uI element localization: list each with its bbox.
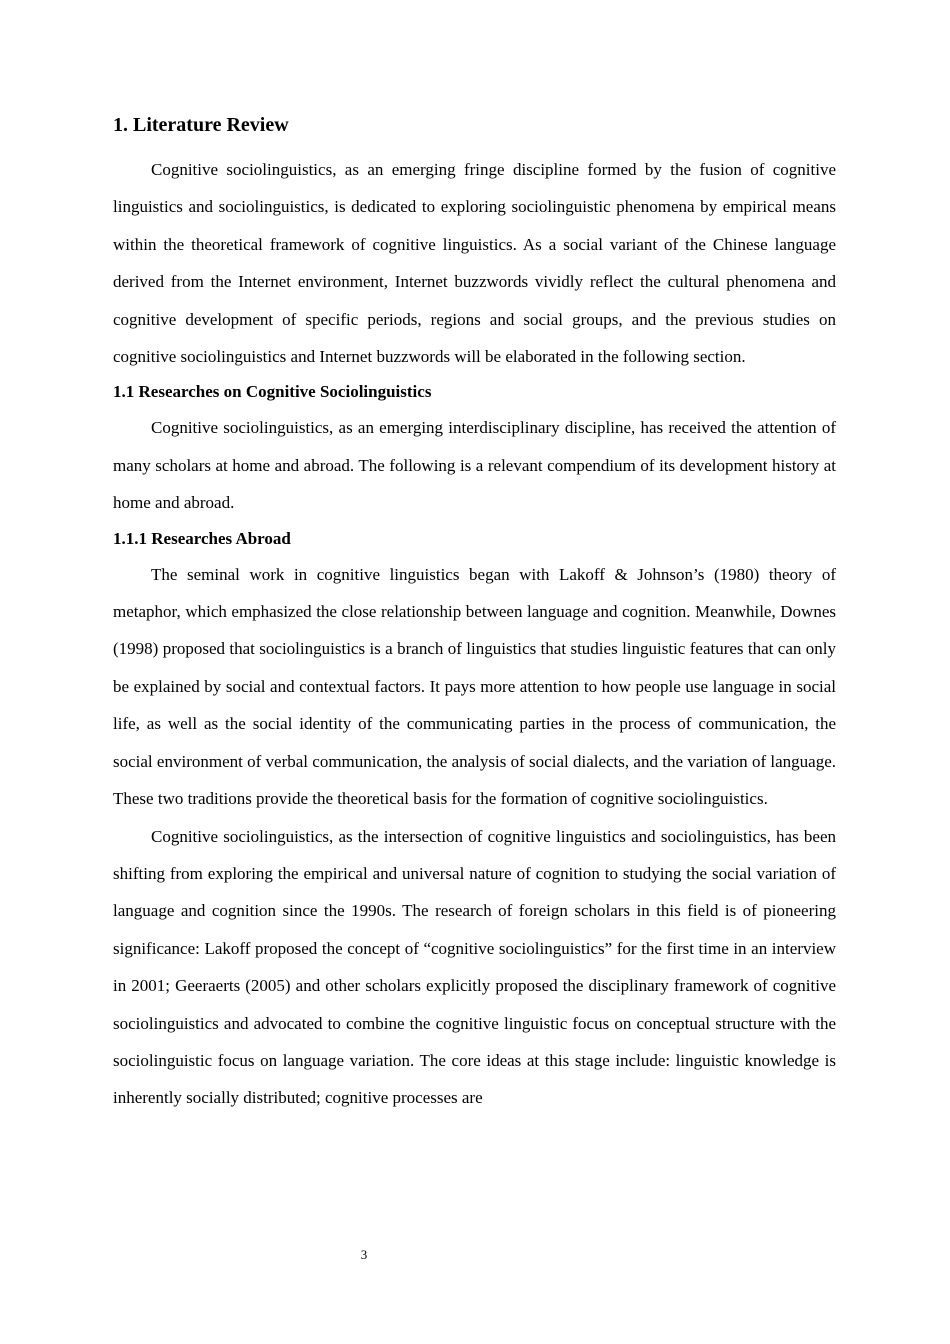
body-paragraph-2: Cognitive sociolinguistics, as the intersection of cognitive linguistics and sociolinguistics, has been shifting from exploring the empirical and universal nature of cognition to studying the social variation of language and cognition since the 1990s. The research of foreign scholars in this field is of pioneering significance: Lakoff proposed the concept of “cognitive sociolinguistics” for the first time in an interview in 2001; Geeraerts (2005) and other scholars explicitly proposed the disciplinary framework of cognitive sociolinguistics and advocated to combine the cognitive linguistic focus on conceptual structure with the sociolinguistic focus on language variation. The core ideas at this stage include: linguistic knowledge is inherently socially distributed; cognitive processes are: [113, 826, 836, 1108]
page-number: 3: [360, 1247, 368, 1262]
section-heading: 1. Literature Review: [113, 114, 289, 136]
subsection-paragraph: Cognitive sociolinguistics, as an emerging interdisciplinary discipline, has received the attention of many scholars at home and abroad. The following is a relevant compendium of its development history at home and abroad.: [113, 418, 836, 513]
body-paragraph-1: The seminal work in cognitive linguistics began with Lakoff & Johnson’s (1980) theory of metaphor, which emphasized the close relationship between language and cognition. Meanwhile, Downes (1998) proposed that sociolinguistics is a branch of linguistics that studies linguistic features that can only be explained by social and contextual factors. It pays more attention to how people use language in social life, as well as the social identity of the communicating parties in the process of communication, the social environment of verbal communication, the analysis of social dialects, and the variation of language. These two traditions provide the theoretical basis for the formation of cognitive sociolinguistics.: [113, 564, 836, 809]
document-page: [113, 110, 836, 1117]
subsection-heading: 1.1 Researches on Cognitive Sociolinguistics: [113, 382, 432, 402]
subsubsection-heading: 1.1.1 Researches Abroad: [113, 528, 291, 548]
intro-paragraph: Cognitive sociolinguistics, as an emerging fringe discipline formed by the fusion of cognitive linguistics and sociolinguistics, is dedicated to exploring sociolinguistic phenomena by empirical means within the theoretical framework of cognitive linguistics. As a social variant of the Chinese language derived from the Internet environment, Internet buzzwords vividly reflect the cultural phenomena and cognitive development of specific periods, regions and social groups, and the previous studies on cognitive sociolinguistics and Internet buzzwords will be elaborated in the following section.: [113, 160, 836, 367]
